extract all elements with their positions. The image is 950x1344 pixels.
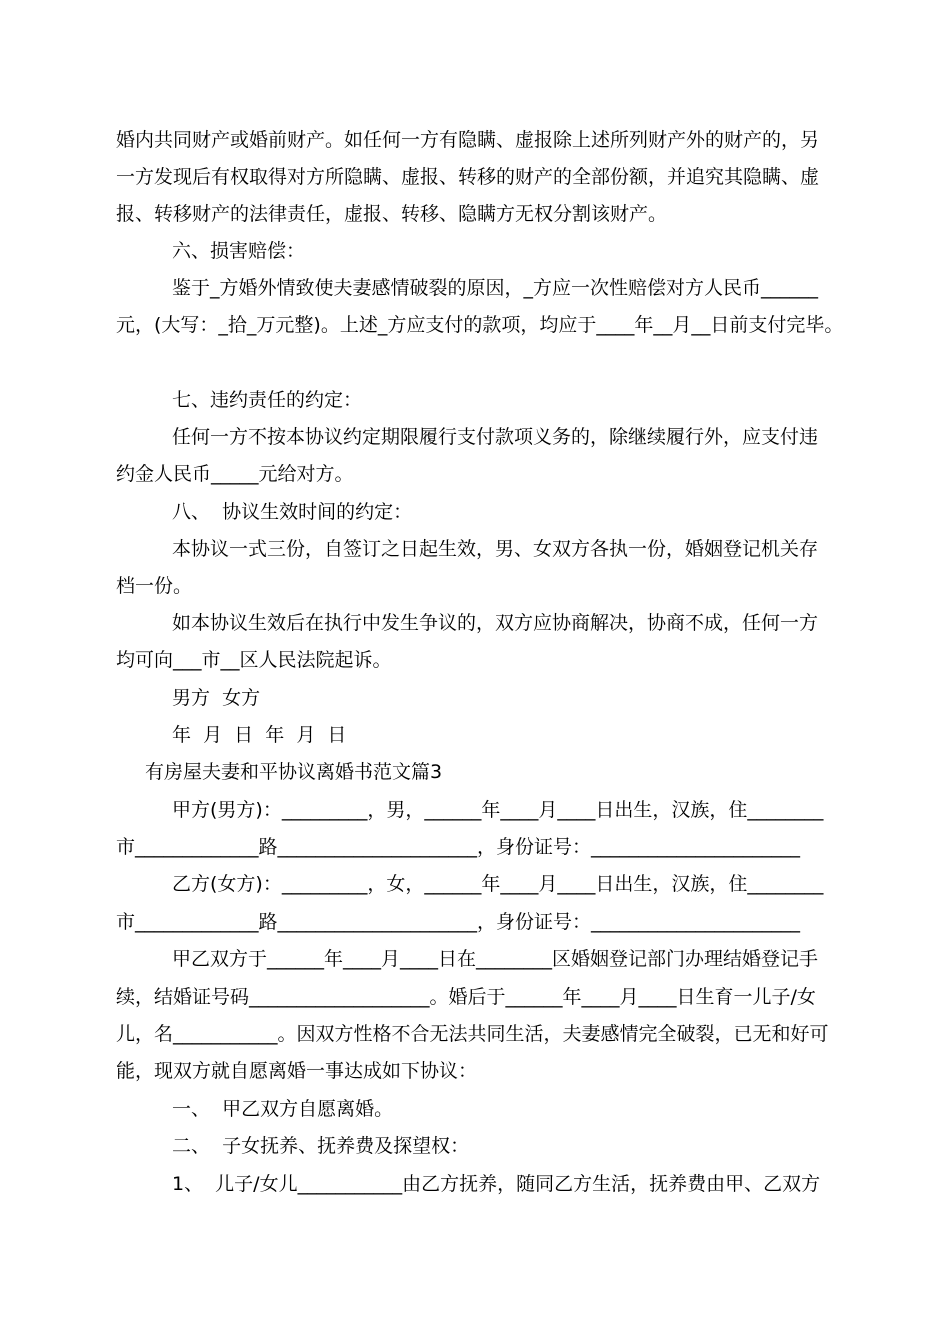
- paragraph-line: 婚内共同财产或婚前财产。如任何一方有隐瞒、虚报除上述所列财产外的财产的，另: [116, 129, 820, 151]
- form-line: 甲方(男方)：_________，男，______年____月____日出生，汉族，住________: [172, 799, 824, 821]
- section-heading: 一、 甲乙双方自愿离婚。: [172, 1098, 394, 1120]
- section-heading: 八、 协议生效时间的约定：: [172, 501, 413, 523]
- section-heading: 二、 子女抚养、抚养费及探望权：: [172, 1135, 470, 1157]
- paragraph-line: 约金人民币_____元给对方。: [116, 463, 354, 485]
- form-line: 市_____________路_____________________，身份证号：______________________: [116, 836, 801, 858]
- signature-line: 男方 女方: [172, 687, 261, 709]
- paragraph-line: 任何一方不按本协议约定期限履行支付款项义务的，除继续履行外，应支付违: [172, 426, 819, 448]
- form-line: 乙方(女方)：_________，女，______年____月____日出生，汉族，住________: [172, 873, 824, 895]
- paragraph-line: 续，结婚证号码___________________。婚后于______年____月____日生育一儿子/女: [116, 986, 816, 1008]
- paragraph-line: 报、转移财产的法律责任，虚报、转移、隐瞒方无权分割该财产。: [116, 203, 668, 225]
- paragraph-line: 1、 儿子/女儿___________由乙方抚养，随同乙方生活，抚养费由甲、乙双方: [172, 1173, 821, 1195]
- paragraph-line: 能，现双方就自愿离婚一事达成如下协议：: [116, 1060, 478, 1082]
- date-line: 年 月 日 年 月 日: [172, 724, 347, 746]
- paragraph-line: 均可向___市__区人民法院起诉。: [116, 649, 392, 671]
- paragraph-line: 元，(大写：_拾_万元整)。上述_方应支付的款项，均应于____年__月__日前支付完毕。: [116, 314, 844, 336]
- paragraph-line: 鉴于_方婚外情致使夫妻感情破裂的原因，_方应一次性赔偿对方人民币______: [172, 277, 819, 299]
- document-title: 有房屋夫妻和平协议离婚书范文篇3: [145, 761, 443, 783]
- paragraph-line: 本协议一式三份，自签订之日起生效，男、女双方各执一份，婚姻登记机关存: [172, 538, 819, 560]
- paragraph-line: 一方发现后有权取得对方所隐瞒、虚报、转移的财产的全部份额，并追究其隐瞒、虚: [116, 166, 820, 188]
- section-heading: 六、损害赔偿：: [172, 240, 306, 262]
- paragraph-line: 档一份。: [116, 575, 193, 597]
- paragraph-line: 如本协议生效后在执行中发生争议的，双方应协商解决，协商不成，任何一方: [172, 612, 819, 634]
- paragraph-line: 甲乙双方于______年____月____日在________区婚姻登记部门办理结婚登记手: [172, 948, 819, 970]
- paragraph-line: 儿，名___________。因双方性格不合无法共同生活，夫妻感情完全破裂，已无和好可: [116, 1023, 829, 1045]
- form-line: 市_____________路_____________________，身份证号：______________________: [116, 911, 801, 933]
- section-heading: 七、违约责任的约定：: [172, 389, 363, 411]
